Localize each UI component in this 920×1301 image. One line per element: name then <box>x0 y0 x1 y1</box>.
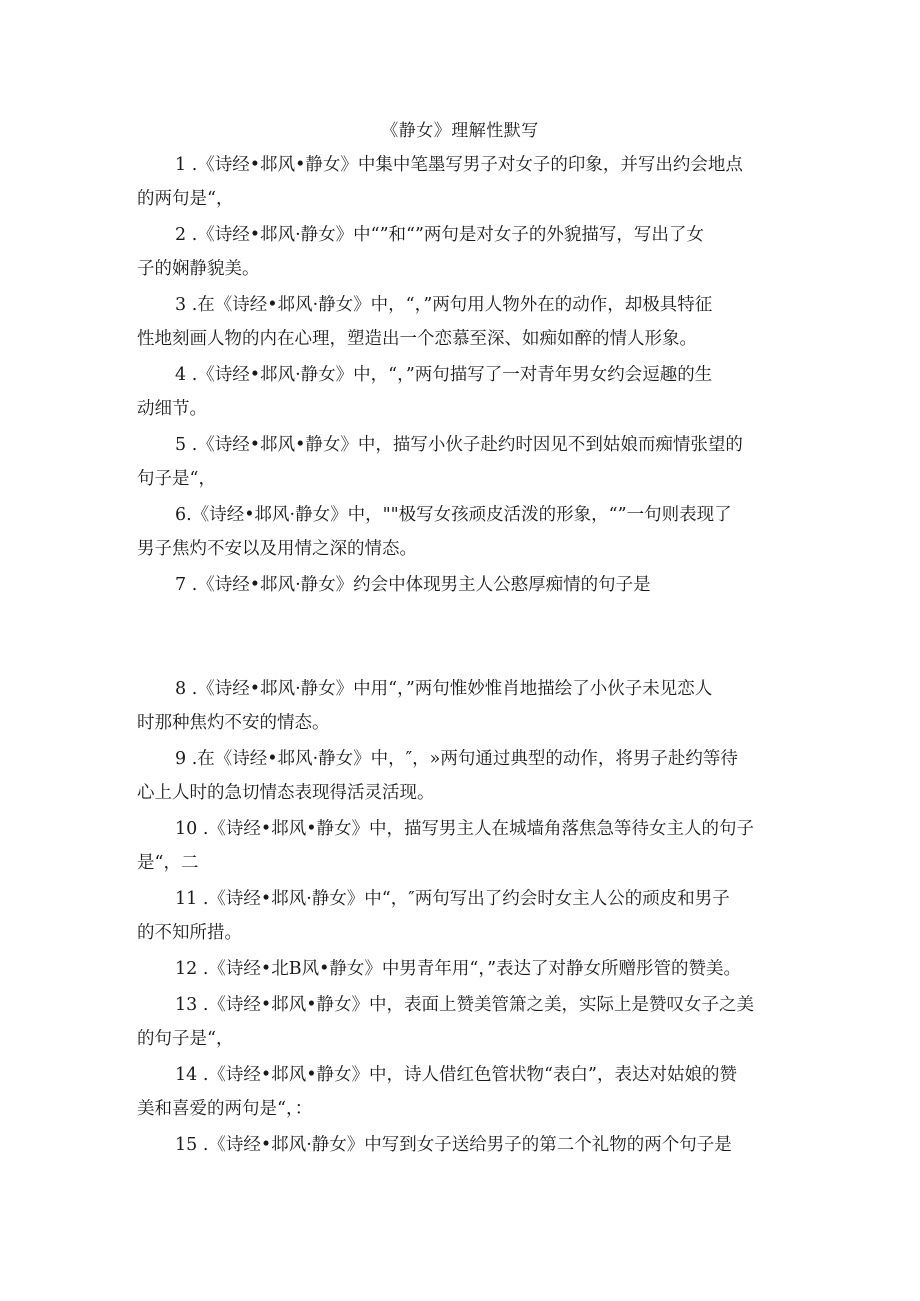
question-text: .《诗经•邶风•静女》中，描写小伙子赴约时因见不到姑娘而痴情张望的 <box>186 435 743 455</box>
question-text-continued: 句子是“， <box>137 469 216 489</box>
question-text-continued: 子的娴静貌美。 <box>137 259 260 279</box>
question-text: .《诗经•邶风·静女》中，“，”两句描写了一对青年男女约会逗趣的生 <box>186 365 713 385</box>
question-item <box>137 952 797 986</box>
question-text-continued: 是“，二 <box>137 853 199 873</box>
question-number: 7 <box>175 575 187 595</box>
question-text-continued: 的不知所措。 <box>137 923 242 943</box>
question-item <box>137 498 797 566</box>
question-number: 8 <box>175 679 187 699</box>
question-text: .在《诗经•邶风·静女》中，“，”两句用人物外在的动作，却极具特征 <box>186 295 713 315</box>
question-text-continued: 性地刻画人物的内在心理，塑造出一个恋慕至深、如痴如醉的情人形象。 <box>137 329 697 349</box>
question-text-continued: 心上人时的急切情态表现得活灵活现。 <box>137 783 435 803</box>
question-item <box>137 568 797 636</box>
question-item <box>137 1128 797 1162</box>
question-item <box>137 148 797 216</box>
question-item <box>137 742 797 810</box>
question-text-continued: 的句子是“， <box>137 1029 234 1049</box>
question-number: 4 <box>175 365 187 385</box>
question-number: 10 <box>175 819 198 839</box>
question-text-continued: 时那种焦灼不安的情态。 <box>137 713 330 733</box>
question-number: 3 <box>175 295 187 315</box>
question-number: 2 <box>175 225 187 245</box>
question-number: 9 <box>175 749 187 769</box>
question-text: .《诗经•邶风•静女》中集中笔墨写男子对女子的印象，并写出约会地点 <box>186 155 743 175</box>
question-number: 14 <box>175 1065 198 1085</box>
question-text-continued: 美和喜爱的两句是“，： <box>137 1099 313 1119</box>
question-number: 12 <box>175 959 198 979</box>
question-text-continued: 男子焦灼不安以及用情之深的情态。 <box>137 539 417 559</box>
question-item <box>137 218 797 286</box>
question-item <box>137 358 797 426</box>
question-item <box>137 288 797 356</box>
question-number: 11 <box>175 889 198 909</box>
question-item <box>137 1058 797 1126</box>
spacer <box>137 638 797 672</box>
question-item <box>137 428 797 496</box>
question-number: 5 <box>175 435 187 455</box>
question-item <box>137 672 797 740</box>
question-number: 15 <box>175 1135 198 1155</box>
question-text: .《诗经•邶风·静女》中写到女子送给男子的第二个礼物的两个句子是 <box>197 1135 732 1155</box>
question-text: .《诗经•邶风·静女》中用“，”两句惟妙惟肖地描绘了小伙子未见恋人 <box>186 679 713 699</box>
question-item <box>137 882 797 950</box>
question-number: 6 <box>175 505 187 525</box>
question-text: .《诗经•邶风•静女》中，诗人借红色管状物“表白”，表达对姑娘的赞 <box>197 1065 737 1085</box>
question-text: .《诗经•邶风•静女》中，描写男主人在城墙角落焦急等待女主人的句子 <box>197 819 755 839</box>
question-text: .《诗经•邶风·静女》中，""极写女孩顽皮活泼的形象，“”一句则表现了 <box>186 505 732 525</box>
question-text-continued: 的两句是“， <box>137 189 234 209</box>
question-number: 13 <box>175 995 198 1015</box>
question-item <box>137 988 797 1056</box>
question-text-continued: 动细节。 <box>137 399 207 419</box>
document-title: 《静女》理解性默写 <box>381 121 539 141</box>
question-number: 1 <box>175 155 187 175</box>
question-item <box>137 812 797 880</box>
question-text: .《诗经•邶风·静女》中“”和“”两句是对女子的外貌描写，写出了女 <box>186 225 704 245</box>
question-text: .《诗经•邶风•静女》中，表面上赞美管箫之美，实际上是赞叹女子之美 <box>197 995 755 1015</box>
question-text: .在《诗经•邶风·静女》中，″，»两句通过典型的动作，将男子赴约等待 <box>186 749 738 769</box>
question-list <box>137 148 797 1164</box>
question-text: .《诗经•北B风•静女》中男青年用“，”表达了对静女所赠彤管的赞美。 <box>197 959 742 979</box>
question-text: .《诗经•邶风·静女》中“，″两句写出了约会时女主人公的顽皮和男子 <box>197 889 730 909</box>
question-text: .《诗经•邶风·静女》约会中体现男主人公憨厚痴情的句子是 <box>186 575 651 595</box>
question-blank-line <box>137 602 797 636</box>
